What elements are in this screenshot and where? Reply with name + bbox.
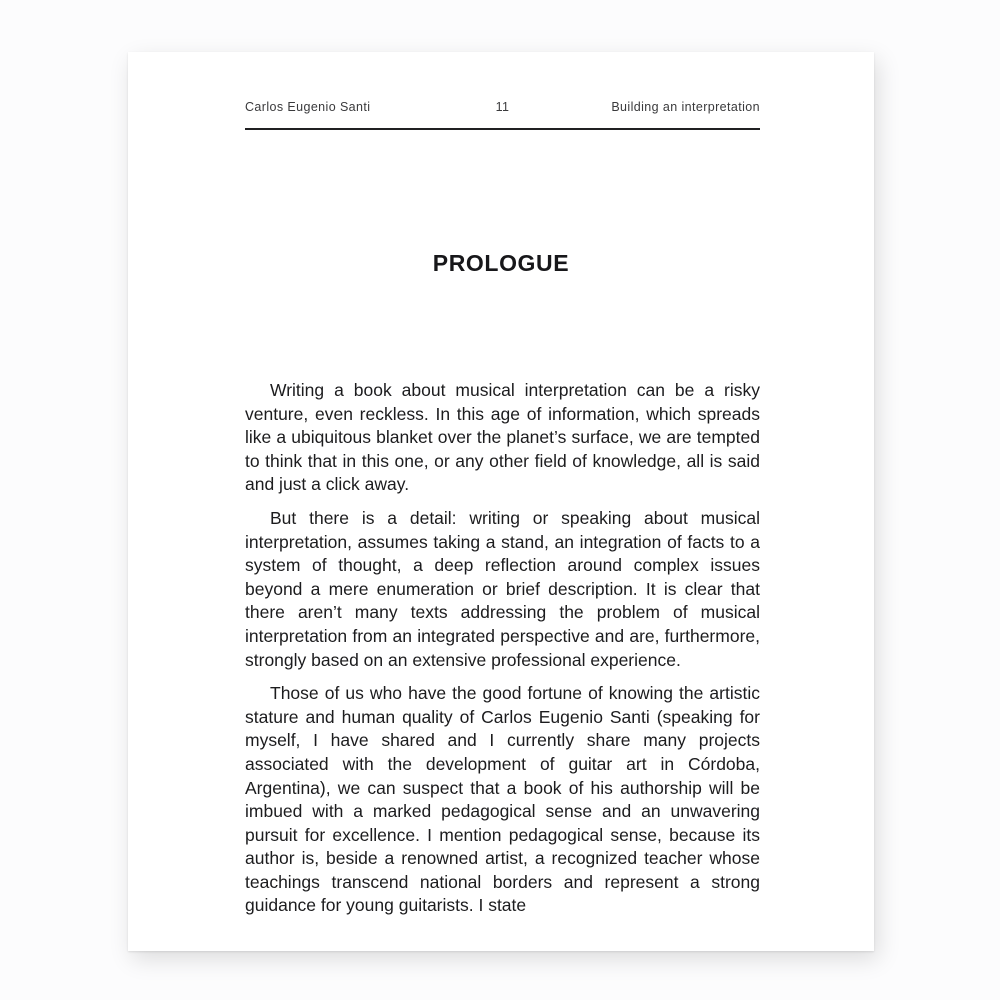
page-number: 11: [495, 100, 510, 114]
header-rule: [245, 128, 760, 130]
body-text: [245, 379, 760, 928]
running-header: [245, 100, 760, 130]
running-header-author: Carlos Eugenio Santi: [245, 100, 371, 114]
paragraph-2: But there is a detail: writing or speaking about musical interpretation, assumes taking a stand, an integration of facts to a system of thought, a deep reflection around complex issues beyond a mere enumeration or brief description. It is clear that there aren’t many texts addressing the problem of musical interpretation from an integrated perspective and are, furthermore, strongly based on an extensive professional experience.: [245, 507, 760, 670]
paragraph-1: Writing a book about musical interpretation can be a risky venture, even reckless. In this age of information, which spreads like a ubiquitous blanket over the planet’s surface, we are tempted to think that in this one, or any other field of knowledge, all is said and just a click away.: [245, 380, 760, 495]
running-header-chapter: Building an interpretation: [611, 100, 760, 114]
paragraph-3: Those of us who have the good fortune of knowing the artistic stature and human quality of Carlos Eugenio Santi (speaking for myself, I have shared and I currently share many projects associated with the development of guitar art in Córdoba, Argentina), we can suspect that a book of his authorship will be imbued with a marked pedagogical sense and an unwavering pursuit for excellence. I mention pedagogical sense, because its author is, beside a renowned artist, a recognized teacher whose teachings transcend national borders and represent a strong guidance for young guitarists. I state: [245, 683, 760, 916]
chapter-title: PROLOGUE: [432, 250, 570, 276]
book-page: [128, 52, 874, 951]
